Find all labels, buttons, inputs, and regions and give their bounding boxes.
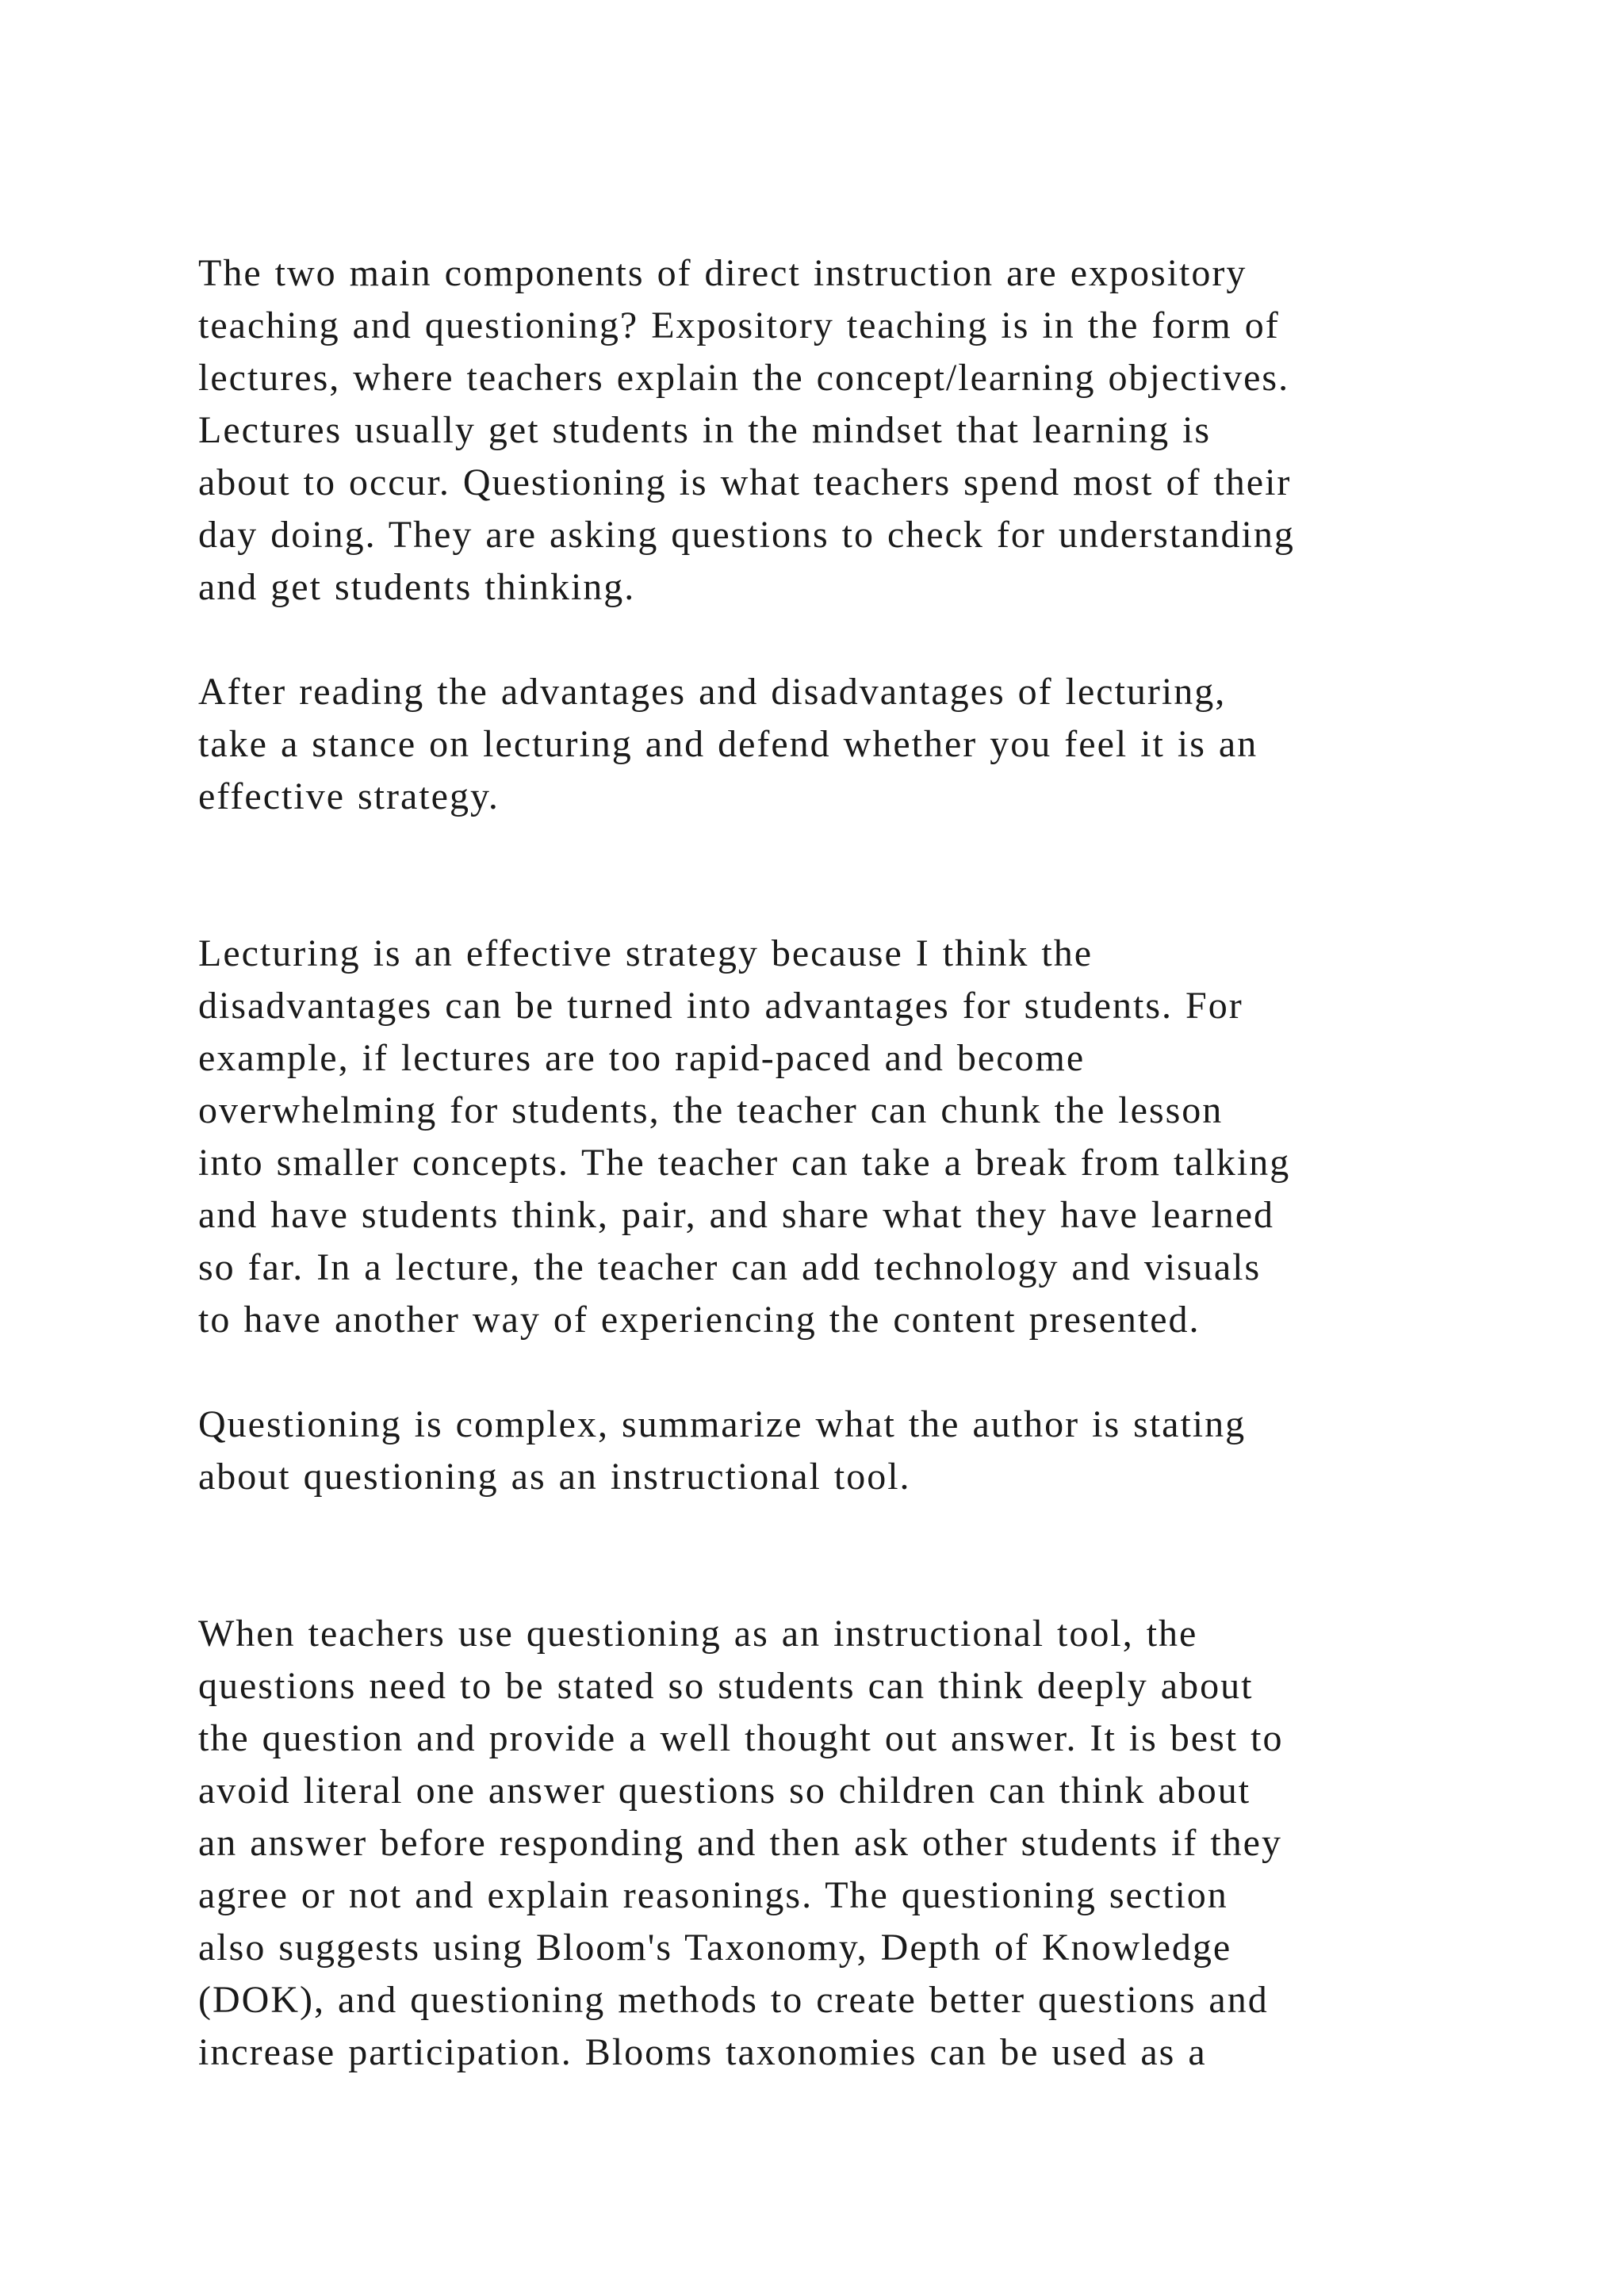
text-line: teaching and questioning? Expository teaching is in the form of bbox=[198, 304, 1280, 346]
text-line: an answer before responding and then ask other students if they bbox=[198, 1822, 1282, 1864]
text-line: questions need to be stated so students can think deeply about bbox=[198, 1665, 1254, 1707]
text-line: When teachers use questioning as an instructional tool, the bbox=[198, 1613, 1198, 1655]
text-line: day doing. They are asking questions to check for understanding bbox=[198, 514, 1295, 556]
text-line: agree or not and explain reasonings. The questioning section bbox=[198, 1874, 1228, 1916]
text-line: also suggests using Bloom's Taxonomy, Depth of Knowledge bbox=[198, 1927, 1232, 1969]
text-line: the question and provide a well thought out answer. It is best to bbox=[198, 1717, 1284, 1759]
text-line: disadvantages can be turned into advantages for students. For bbox=[198, 985, 1243, 1027]
text-line: After reading the advantages and disadvantages of lecturing, bbox=[198, 671, 1227, 713]
text-line: and have students think, pair, and share what they have learned bbox=[198, 1194, 1274, 1236]
paragraph-questioning-answer bbox=[198, 1608, 1515, 2079]
paragraph-lecturing-prompt bbox=[198, 666, 1515, 823]
text-line: about to occur. Questioning is what teachers spend most of their bbox=[198, 461, 1292, 503]
text-line: and get students thinking. bbox=[198, 566, 636, 608]
text-line: avoid literal one answer questions so children can think about bbox=[198, 1770, 1251, 1812]
text-line: overwhelming for students, the teacher can chunk the lesson bbox=[198, 1089, 1224, 1131]
text-line: take a stance on lecturing and defend whether you feel it is an bbox=[198, 723, 1258, 765]
text-line: into smaller concepts. The teacher can take a break from talking bbox=[198, 1142, 1291, 1184]
text-line: effective strategy. bbox=[198, 775, 500, 817]
text-line: Lectures usually get students in the mindset that learning is bbox=[198, 409, 1212, 451]
text-line: example, if lectures are too rapid-paced and become bbox=[198, 1037, 1086, 1079]
text-line: about questioning as an instructional tool. bbox=[198, 1456, 911, 1498]
text-line: Lecturing is an effective strategy because I think the bbox=[198, 932, 1094, 974]
text-line: The two main components of direct instruction are expository bbox=[198, 252, 1247, 294]
paragraph-questioning-prompt bbox=[198, 1399, 1515, 1503]
text-line: to have another way of experiencing the content presented. bbox=[198, 1299, 1201, 1341]
text-line: increase participation. Blooms taxonomies can be used as a bbox=[198, 2031, 1207, 2073]
text-line: so far. In a lecture, the teacher can add technology and visuals bbox=[198, 1246, 1262, 1288]
paragraph-direct-instruction bbox=[198, 247, 1515, 614]
text-line: lectures, where teachers explain the concept/learning objectives. bbox=[198, 357, 1290, 399]
text-line: Questioning is complex, summarize what the author is stating bbox=[198, 1403, 1247, 1445]
paragraph-lecturing-answer bbox=[198, 928, 1515, 1346]
text-line: (DOK), and questioning methods to create better questions and bbox=[198, 1979, 1269, 2021]
